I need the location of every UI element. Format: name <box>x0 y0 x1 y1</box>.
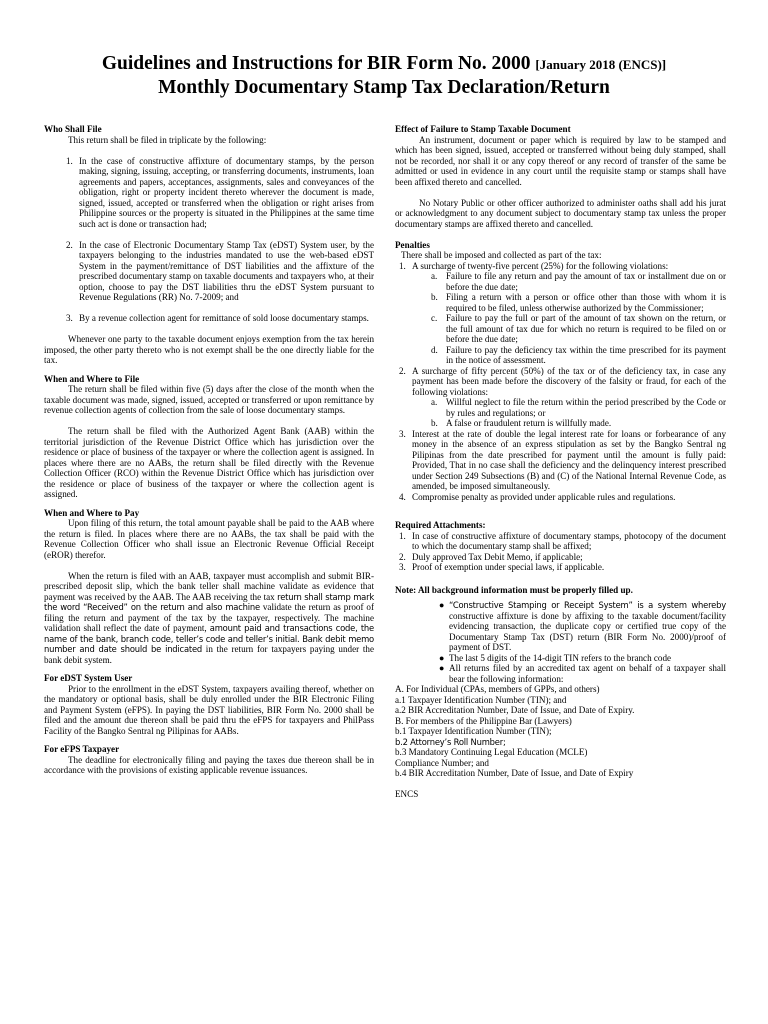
title-main: Guidelines and Instructions for BIR Form No. 2000 <box>101 53 531 74</box>
list-letter: b. <box>431 418 438 428</box>
list-number: 3. <box>399 428 406 439</box>
left-column <box>44 124 374 776</box>
edst-user-paragraph: Prior to the enrollment in the eDST System, taxpayers availing thereof, whether on the mandatory or optional basis, shall be duly enrolled under the BIR Electronic Filing and Payment System (eFPS). In paying the DST liabilities, BIR Form No. 2000 shall be filed and the amount due thereon shall be paid thru the eFPS for taxpayers and PhilPass Facility of the Bangko Sentral ng Pilipinas for AABs. <box>44 683 374 736</box>
penalties-heading: Penalties <box>395 239 430 250</box>
list-text: Duly approved Tax Debit Memo, if applicable; <box>412 551 583 562</box>
attachment-item-2 <box>399 552 726 563</box>
list-text: Failure to pay the deficiency tax within the time prescribed for its payment in the notice of assessment. <box>446 344 726 365</box>
agent-section-b: B. For members of the Philippine Bar (Lawyers) <box>395 715 572 726</box>
effect-paragraph-1: An instrument, document or paper which is required by law to be stamped and which has been signed, issued, accepted or transferred without being duly stamped, shall not be recorded, nor shall it or any copy thereof or any record of transfer of the same be admitted or used in evidence in any court until the requisite stamp or stamps shall have been affixed thereto and cancelled. <box>395 134 726 187</box>
who-shall-file-intro: This return shall be filed in triplicate by the following: <box>68 134 267 145</box>
list-text: A surcharge of twenty-five percent (25%) for the following violations: <box>412 260 669 271</box>
list-number: 3. <box>399 562 406 572</box>
agent-a1: a.1 Taxpayer Identification Number (TIN); and <box>395 694 567 705</box>
agent-b3-continued: Compliance Number; and <box>395 757 489 768</box>
required-attachments-heading: Required Attachments: <box>395 520 486 530</box>
when-pay-text-e: in the return for taxpayers paying under the bank debit system. <box>44 644 374 665</box>
bullet-1-rest: constructive affixture is done by affixing to the taxable document/facility evidencing transaction, the duplicate copy or certified true copy of the Documentary Stamp Tax (DST) return (BIR Form No. 2000)/proof of payment of DST. <box>449 610 726 652</box>
list-text: In case of constructive affixture of documentary stamps, photocopy of the document to which the documentary stamp shall be affixed; <box>412 530 726 551</box>
bullet-icon: ● <box>439 663 445 673</box>
penalty-1a <box>431 271 726 292</box>
bullet-1-lead: “Constructive Stamping or Receipt System” is a system whereby <box>449 600 726 610</box>
title-subtitle: Monthly Documentary Stamp Tax Declaration/Return <box>158 77 610 98</box>
who-item-1 <box>66 156 374 230</box>
bullet-icon: ● <box>439 652 445 663</box>
when-pay-paragraph-2 <box>44 571 374 666</box>
list-letter: a. <box>431 397 438 407</box>
agent-a2: a.2 BIR Accreditation Number, Date of Issue, and Date of Expiry. <box>395 705 635 715</box>
title-line-1 <box>20 52 748 76</box>
penalty-item-4 <box>399 492 726 503</box>
when-file-paragraph-1: The return shall be filed within five (5) days after the close of the month when the taxable document was made, signed, issued, accepted or transferred or upon remittance by revenue collection agents of collection from the sale of loose documentary stamps. <box>44 384 374 415</box>
exemption-paragraph: Whenever one party to the taxable document enjoys exemption from the tax herein imposed, the other party thereto who is not exempt shall be the one directly liable for the tax. <box>44 334 374 365</box>
list-number: 2. <box>399 551 406 562</box>
effect-paragraph-2: No Notary Public or other officer authorized to administer oaths shall add his jurat or acknowledgment to any document subject to documentary stamp tax unless the proper documentary stamps are affixed thereto and cancelled. <box>395 197 726 229</box>
when-where-pay-heading: When and Where to Pay <box>44 507 140 518</box>
bullet-item-3 <box>439 663 726 684</box>
list-letter: d. <box>431 344 438 355</box>
bullet-item-2 <box>439 653 726 664</box>
document-title <box>20 52 748 99</box>
list-number: 2. <box>399 365 406 376</box>
who-item-2 <box>66 240 374 303</box>
list-number: 1. <box>399 530 406 541</box>
effect-failure-heading: Effect of Failure to Stamp Taxable Document <box>395 124 571 134</box>
list-letter: c. <box>431 313 438 323</box>
list-number: 2. <box>66 239 73 250</box>
right-column <box>395 124 726 799</box>
list-number: 4. <box>399 491 406 502</box>
footer-code: ENCS <box>395 788 419 799</box>
penalty-2a <box>431 397 726 418</box>
list-text: Failure to file any return and pay the amount of tax or installment due on or before the due date; <box>446 271 726 292</box>
list-number: 1. <box>399 260 406 271</box>
penalty-item-3 <box>399 429 726 492</box>
efps-taxpayer-paragraph: The deadline for electronically filing and paying the taxes due thereon shall be in accordance with the provisions of existing applicable revenue issuances. <box>44 754 374 775</box>
agent-b2: b.2 Attorney’s Roll Number; <box>395 736 506 747</box>
title-revision: [January 2018 (ENCS)] <box>535 57 667 72</box>
list-text: In the case of Electronic Documentary Stamp Tax (eDST) System user, by the taxpayers belonging to the industries mandated to use the web-based eDST System in the payment/remittance of DST liabilities and the affixture of the prescribed documentary stamp on taxable documents and taxpayers who, at their option, choose to pay the DST liabilities thru the eDST System pursuant to Revenue Regulations (RR) No. 7-2009; and <box>79 239 374 302</box>
attachment-item-1 <box>399 531 726 552</box>
list-text: Willful neglect to file the return within the period prescribed by the Code or by rules and regulations; or <box>446 397 726 418</box>
list-letter: a. <box>431 271 438 281</box>
list-text: Interest at the rate of double the legal interest rate for loans or forbearance of any money in the absence of an express stipulation as set by the Bangko Sentral ng Pilipinas from the date prescribed for payment until the amount is fully paid: Provided, That in no case shall the deficiency and the delinquency interest prescribed under Section 249 Subsections (B) and (C) of the National Internal Revenue Code, as amended, be imposed simultaneously. <box>412 428 726 491</box>
penalty-2b <box>431 418 726 429</box>
list-text: The last 5 digits of the 14-digit TIN refers to the branch code <box>449 652 672 663</box>
list-text: Compromise penalty as provided under applicable rules and regulations. <box>412 491 676 502</box>
penalty-1b <box>431 292 726 313</box>
list-text: By a revenue collection agent for remittance of sold loose documentary stamps. <box>79 313 369 323</box>
when-pay-text-b: return shall stamp mark the word “Received” on the return and also machine <box>44 591 374 612</box>
list-text: Proof of exemption under special laws, if applicable. <box>412 562 605 572</box>
list-number: 1. <box>66 155 73 166</box>
bullet-icon: ● <box>439 600 445 610</box>
edst-user-heading: For eDST System User <box>44 673 133 683</box>
list-text <box>449 600 726 653</box>
who-item-3 <box>66 313 374 324</box>
list-text: All returns filed by an accredited tax agent on behalf of a taxpayer shall bear the following information: <box>449 663 726 684</box>
attachment-item-3 <box>399 562 726 573</box>
when-pay-text-d: amount paid and transactions code, the name of the bank, branch code, teller’s code and teller’s initial. Bank debit memo number and date should be indicated <box>44 623 374 654</box>
penalty-1d <box>431 345 726 366</box>
list-text: Filing a return with a person or office other than those with whom it is required to be filed, unless otherwise authorized by the Commissioner; <box>446 292 726 313</box>
list-text: A surcharge of fifty percent (50%) of the tax or of the deficiency tax, in case any payment has been made before the discovery of the falsity or fraud, for each of the following violations: <box>412 365 726 397</box>
who-shall-file-heading: Who Shall File <box>44 124 102 134</box>
when-pay-paragraph-1: Upon filing of this return, the total amount payable shall be paid to the AAB where the return is filed. In places where there are no AABs, the tax shall be paid with the Revenue Collection Officer who shall issue an Electronic Revenue Official Receipt (eROR) therefor. <box>44 518 374 560</box>
agent-b1: b.1 Taxpayer Identification Number (TIN); <box>395 726 552 736</box>
penalty-1c <box>431 313 726 345</box>
penalties-intro: There shall be imposed and collected as part of the tax: <box>401 250 602 260</box>
when-pay-text-c: validate the return as proof of filing the return and payment of the tax by the taxpayer, respectively. The machine validation shall reflect the date of payment, <box>44 602 374 633</box>
list-text: A false or fraudulent return is willfully made. <box>446 418 612 428</box>
note-heading: Note: All background information must be properly filled up. <box>395 584 633 595</box>
list-number: 3. <box>66 313 73 323</box>
agent-b4: b.4 BIR Accreditation Number, Date of Issue, and Date of Expiry <box>395 768 634 778</box>
list-text: Failure to pay the full or part of the amount of tax shown on the return, or the full amount of tax due for which no return is required to be filed on or before the due date; <box>446 313 726 344</box>
bullet-item-1 <box>439 600 726 653</box>
when-where-file-heading: When and Where to File <box>44 373 140 384</box>
penalty-item-2 <box>399 366 726 398</box>
when-pay-text-a: When the return is filed with an AAB, taxpayer must accomplish and submit BIR-prescribed deposit slip, which the bank teller shall machine validate as evidence that payment was received by the AAB. The AAB receiving the tax <box>44 570 374 602</box>
agent-section-a: A. For Individual (CPAs, members of GPPs, and others) <box>395 684 600 694</box>
penalty-item-1 <box>399 261 726 272</box>
list-letter: b. <box>431 292 438 302</box>
list-text: In the case of constructive affixture of documentary stamps, by the person making, signing, issuing, accepting, or transferring documents, instruments, loan agreements and papers, acceptances, assignments, sales and conveyances of the obligation, right or property incident thereto wherever the document is made, signed, issued, accepted or transferred when the obligation or right arises from Philippine sources or the property is situated in the Philippines at the same time such act is done or transaction had; <box>79 155 374 229</box>
agent-b3: b.3 Mandatory Continuing Legal Education (MCLE) <box>395 747 588 757</box>
when-file-paragraph-2: The return shall be filed with the Authorized Agent Bank (AAB) within the territorial jurisdiction of the Revenue District Office which has jurisdiction over the residence or place of business of the taxpayer or where the collection agent is assigned. In places where there are no AABs, the return shall be filed directly with the Revenue Collection Officer (RCO) within the Revenue District Office which has jurisdiction over the residence or place of business of the taxpayer or where the collection agent is assigned. <box>44 426 374 499</box>
efps-taxpayer-heading: For eFPS Taxpayer <box>44 744 120 754</box>
